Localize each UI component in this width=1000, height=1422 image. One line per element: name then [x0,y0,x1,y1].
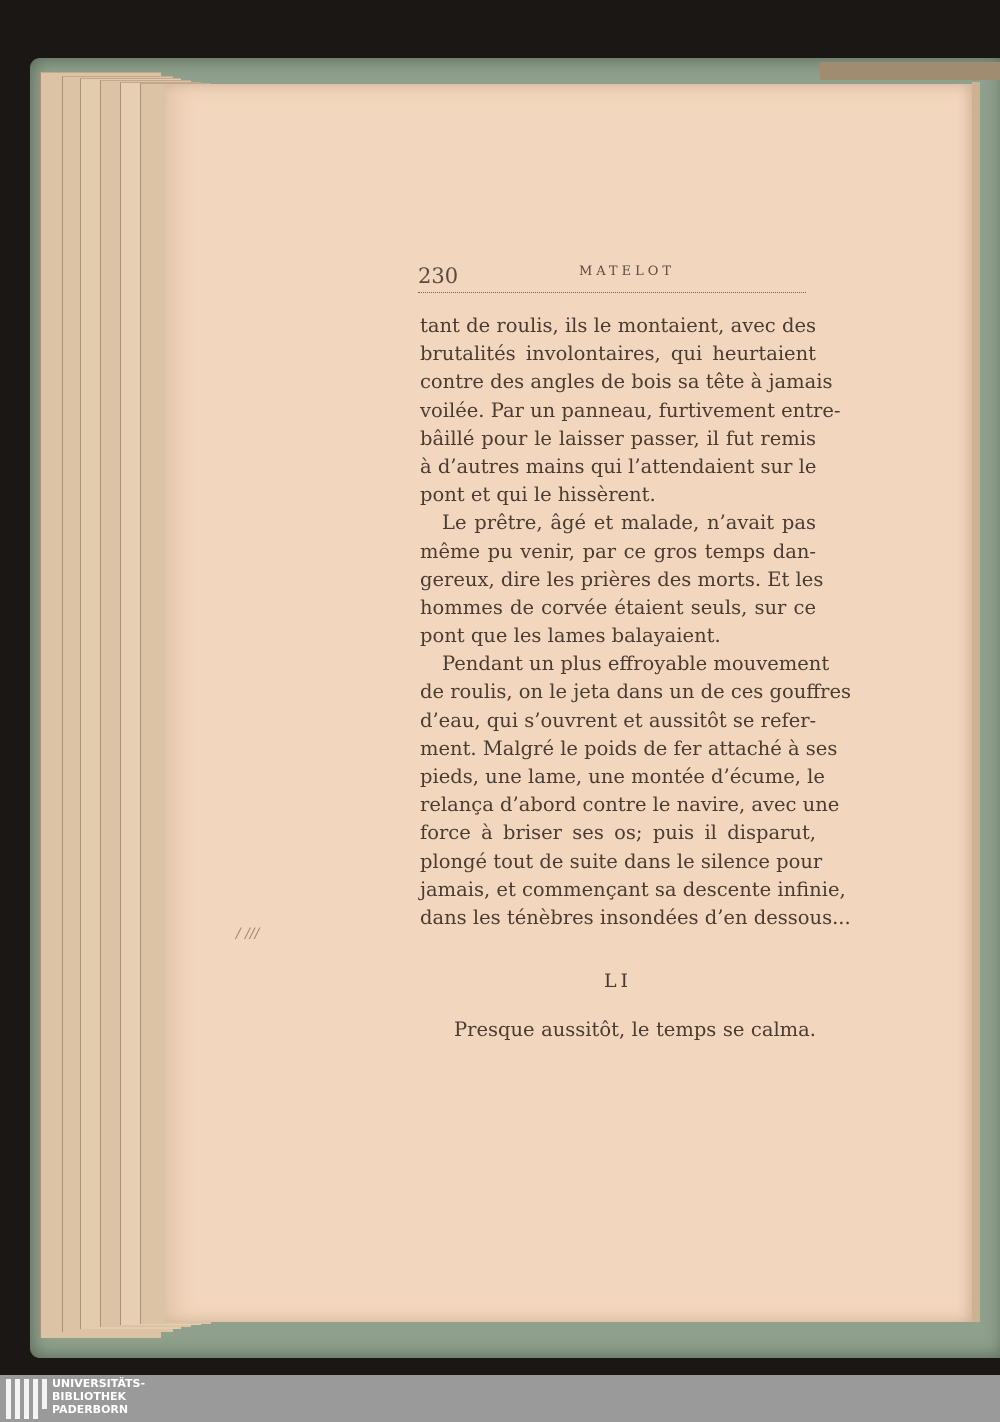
text-line: Pendant un plus effroyable mouvement [442,652,830,676]
library-name: UNIVERSITÄTS- BIBLIOTHEK PADERBORN [52,1377,146,1416]
text-line: voilée. Par un panneau, furtivement entre- [420,398,841,422]
running-header [418,262,806,288]
body-text [420,312,852,932]
text-line: Presque aussitôt, le temps se calma. [454,1018,816,1041]
chapter-opening [420,1016,816,1044]
text-line: ment. Malgré le poids de fer attaché à ses [420,736,838,760]
cover-spine-edge [820,62,1000,80]
text-line: pont et qui le hissèrent. [420,483,656,507]
chapter-heading: LI [603,970,633,992]
text-line: plongé tout de suite dans le silence pour [420,849,823,873]
text-line: dans les ténèbres insondées d’en dessous... [420,905,851,929]
text-line: pieds, une lame, une montée d’écume, le [420,765,825,788]
text-line: gereux, dire les prières des morts. Et les [420,567,824,591]
text-line: relança d’abord contre le navire, avec une [420,793,840,817]
page-right-edge [972,82,980,1322]
text-line: Le prêtre, âgé et malade, n’avait pas [442,511,816,535]
text-line: même pu venir, par ce gros temps dan- [420,539,816,563]
text-line: tant de roulis, ils le montaient, avec des [420,314,816,337]
pencil-mark: / /// [236,926,260,942]
text-line: à d’autres mains qui l’attendaient sur le [420,454,817,478]
library-footer [0,1375,1000,1422]
text-line: pont que les lames balayaient. [420,624,721,648]
text-line: jamais, et commençant sa descente infinie, [420,877,846,901]
text-line: bâillé pour le laisser passer, il fut remis [420,426,816,450]
page-number: 230 [418,264,459,288]
text-line: brutalités involontaires, qui heurtaient [420,342,816,366]
text-line: force à briser ses os; puis il disparut, [420,821,816,845]
text-line: contre des angles de bois sa tête à jamais [420,370,833,394]
text-line: d’eau, qui s’ouvrent et aussitôt se refer- [420,708,817,732]
text-line: hommes de corvée étaient seuls, sur ce [420,595,816,619]
header-rule [418,292,806,293]
running-title: MATELOT [578,264,676,279]
text-line: de roulis, on le jeta dans un de ces gouffres [420,680,852,704]
